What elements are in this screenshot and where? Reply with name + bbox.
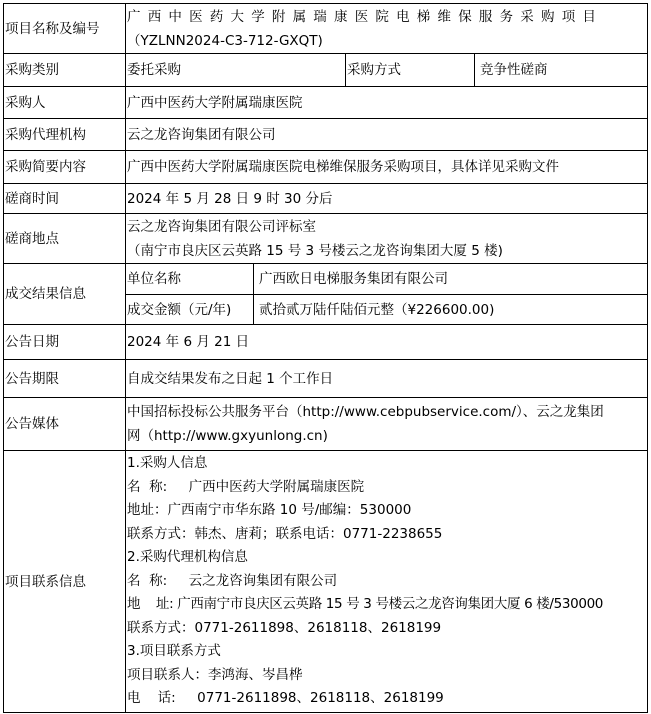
value-text: 贰拾贰万陆仟陆佰元整（¥226600.00) xyxy=(259,301,495,318)
label-purchaser xyxy=(3,86,126,119)
label-text: 单位名称 xyxy=(127,271,181,287)
value-text: 2024 年 6 月 21 日 xyxy=(127,334,250,350)
value-text: 竞争性磋商 xyxy=(480,62,548,78)
value-text: 广西中医药大学附属瑞康医院电梯维保服务采购项目，具体详见采购文件 xyxy=(127,159,559,175)
label-text: 公告媒体 xyxy=(5,416,59,432)
value-announce-date xyxy=(125,324,648,360)
value-text: 2024 年 5 月 28 日 9 时 30 分后 xyxy=(127,190,333,207)
contact-line: 1.采购人信息 xyxy=(127,455,208,472)
value-project-name xyxy=(125,3,648,54)
procurement-result-table xyxy=(3,3,648,713)
media-line-1: 中国招标投标公共服务平台（http://www.cebpubservice.com/）、云之龙集团 xyxy=(127,404,604,420)
label-procurement-method xyxy=(345,53,475,87)
label-text: 公告期限 xyxy=(5,370,59,387)
value-text: 广西欧日电梯服务集团有限公司 xyxy=(259,271,448,287)
contact-line: 地 址: 广西南宁市良庆区云英路 15 号 3 号楼云之龙咨询集团大厦 6 楼/530000 xyxy=(127,596,604,613)
place-name-text: 云之龙咨询集团有限公司评标室 xyxy=(127,218,316,235)
label-text: 磋商地点 xyxy=(5,230,59,247)
value-negotiation-place xyxy=(125,213,648,264)
contact-line: 联系方式：0771-2611898、2618118、2618199 xyxy=(127,619,442,636)
contact-line: 项目联系人：李鸿海、岑昌桦 xyxy=(127,666,303,683)
value-agency xyxy=(125,118,648,151)
place-address-text: （南宁市良庆区云英路 15 号 3 号楼云之龙咨询集团大厦 5 楼) xyxy=(127,242,503,259)
label-unit-name xyxy=(125,263,254,295)
label-text: 项目联系信息 xyxy=(5,573,86,590)
label-negotiation-time xyxy=(3,183,126,214)
value-text: 广西中医药大学附属瑞康医院 xyxy=(127,94,303,111)
contact-line: 联系方式：韩杰、唐莉；联系电话：0771-2238655 xyxy=(127,525,443,542)
label-text: 采购简要内容 xyxy=(5,159,86,175)
value-summary xyxy=(125,150,648,184)
value-purchaser xyxy=(125,86,648,119)
value-text: 自成交结果发布之日起 1 个工作日 xyxy=(127,370,334,387)
label-text: 成交结果信息 xyxy=(5,286,86,302)
project-code-text: （YZLNN2024-C3-712-GXQT) xyxy=(127,32,323,49)
label-deal-amount xyxy=(125,294,254,325)
contact-line: 2.采购代理机构信息 xyxy=(127,549,248,566)
label-announce-date xyxy=(3,324,126,360)
label-agency xyxy=(3,118,126,151)
label-text: 采购人 xyxy=(5,94,46,111)
value-procurement-method xyxy=(474,53,648,87)
label-text: 采购类别 xyxy=(5,62,59,78)
value-text: 云之龙咨询集团有限公司 xyxy=(127,126,276,143)
label-text: 磋商时间 xyxy=(5,190,59,207)
value-contact-info xyxy=(125,450,648,713)
value-text: 委托采购 xyxy=(127,62,181,78)
contact-line: 地址：广西南宁市华东路 10 号/邮编：530000 xyxy=(127,502,412,519)
value-unit-name xyxy=(253,263,648,295)
label-negotiation-place xyxy=(3,213,126,264)
label-contact-info xyxy=(3,450,126,713)
label-text: 公告日期 xyxy=(5,334,59,350)
label-result-info xyxy=(3,263,126,325)
label-announce-media xyxy=(3,397,126,451)
media-line-2: 网（http://www.gxyunlong.cn) xyxy=(127,428,328,444)
label-procurement-category xyxy=(3,53,126,87)
label-announce-period xyxy=(3,359,126,398)
label-text: 采购代理机构 xyxy=(5,126,86,143)
label-text: 项目名称及编号 xyxy=(5,20,100,37)
value-announce-media xyxy=(125,397,648,451)
contact-line: 名 称: 广西中医药大学附属瑞康医院 xyxy=(127,478,365,495)
value-deal-amount xyxy=(253,294,648,325)
label-text: 采购方式 xyxy=(347,62,401,78)
contact-line: 电 话: 0771-2611898、2618118、2618199 xyxy=(127,690,444,707)
value-procurement-category xyxy=(125,53,346,87)
label-text: 成交金额（元/年) xyxy=(127,301,232,318)
project-name-text: 广西中医药大学附属瑞康医院电梯维保服务采购项目 xyxy=(127,8,604,25)
value-announce-period xyxy=(125,359,648,398)
label-project-name xyxy=(3,3,126,54)
label-summary xyxy=(3,150,126,184)
contact-line: 名 称: 云之龙咨询集团有限公司 xyxy=(127,572,338,589)
value-negotiation-time xyxy=(125,183,648,214)
contact-line: 3.项目联系方式 xyxy=(127,643,221,660)
